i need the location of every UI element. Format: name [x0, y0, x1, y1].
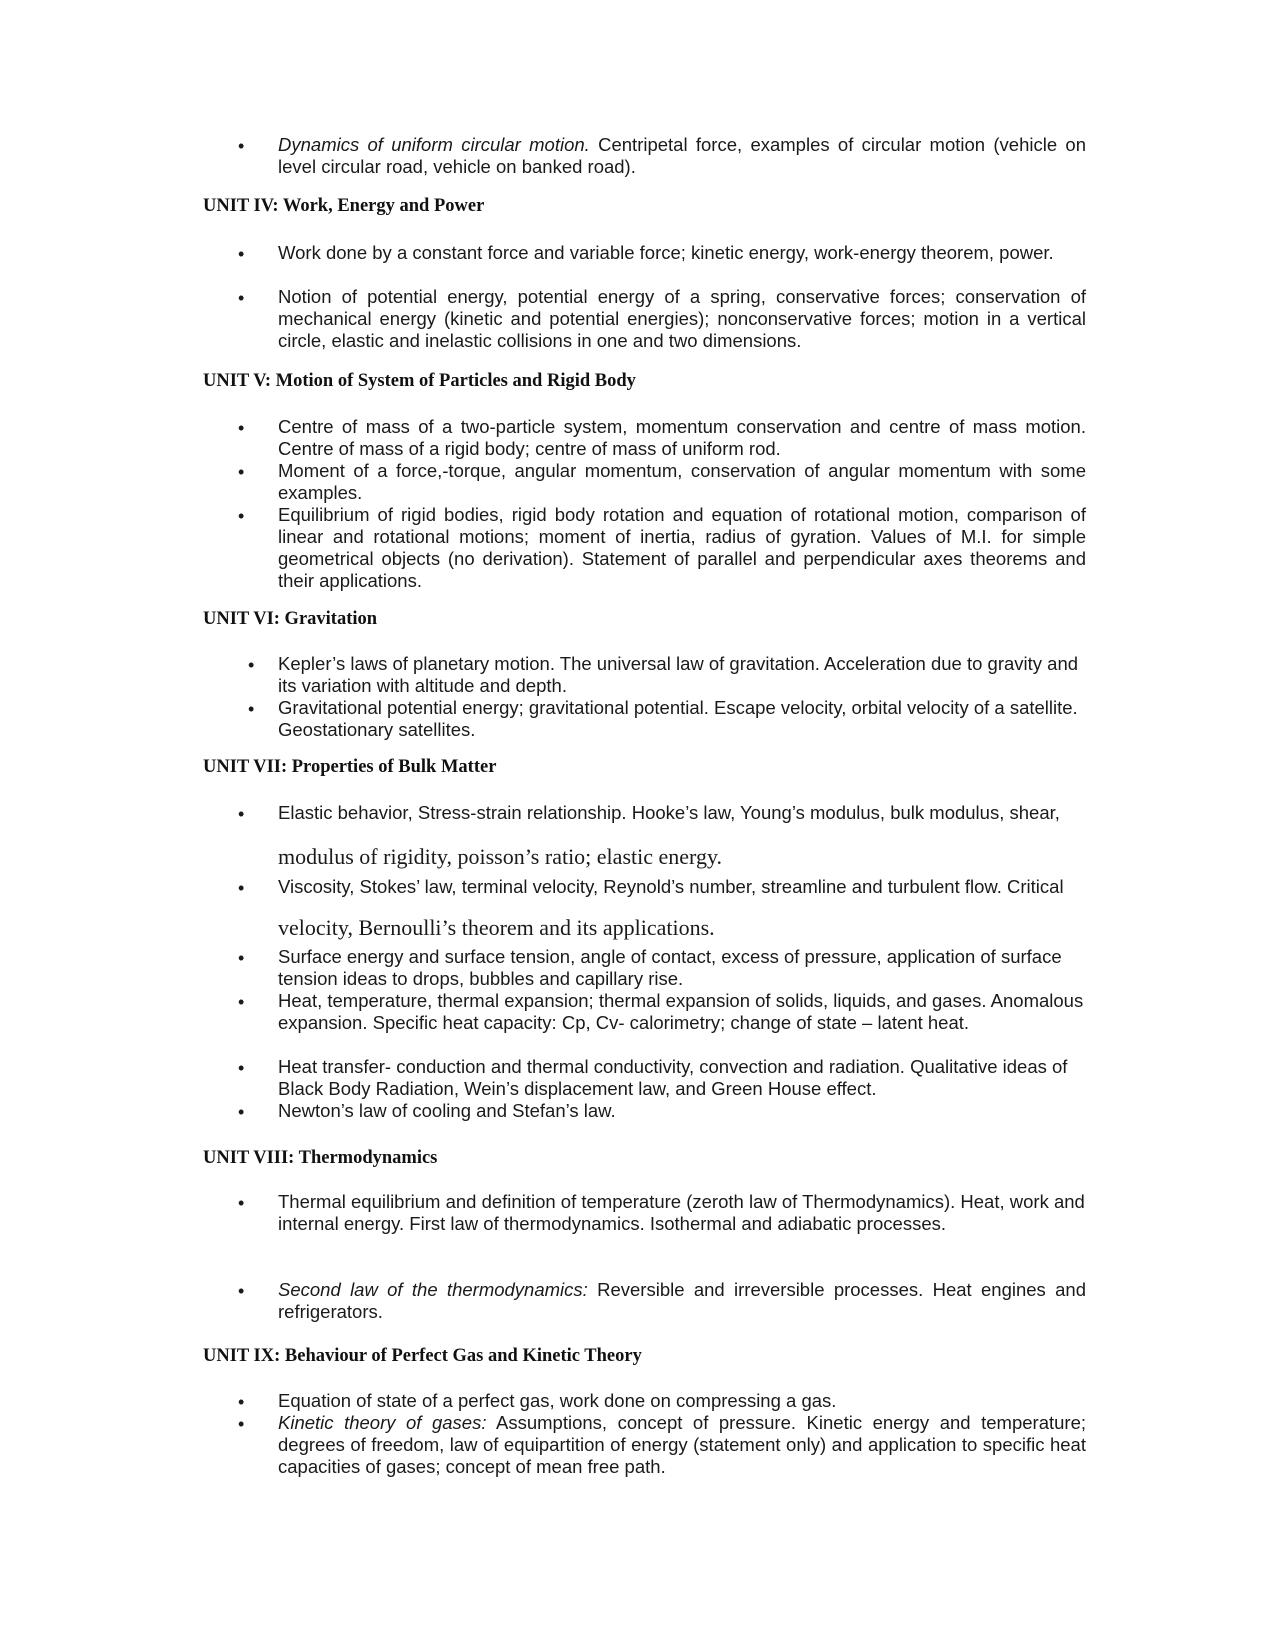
bullet-marker: •: [238, 1414, 245, 1434]
list-item: Notion of potential energy, potential energy of a spring, conservative forces; conservation of mechanical energy (kinetic and potential energies); nonconservative forces; motion in a vertical circle, elastic and inelastic collisions in one and two dimensions.: [278, 286, 1086, 351]
bullet-marker: •: [238, 1392, 245, 1412]
list-item: Heat transfer- conduction and thermal conductivity, convection and radiation. Qualitative ideas of Black Body Radiation, Wein’s displacement law, and Green House effect.: [278, 1056, 1068, 1099]
list-item: [278, 134, 1086, 178]
topic-italic: Dynamics of uniform circular motion.: [278, 134, 590, 155]
list-item: Work done by a constant force and variable force; kinetic energy, work-energy theorem, power.: [278, 242, 1054, 263]
bullet-marker: •: [238, 992, 245, 1012]
list-item: Kepler’s laws of planetary motion. The universal law of gravitation. Acceleration due to gravity and its variation with altitude and depth.: [278, 653, 1079, 696]
bullet-marker: •: [238, 288, 245, 308]
list-item: Equilibrium of rigid bodies, rigid body rotation and equation of rotational motion, comparison of linear and rotational motions; moment of inertia, radius of gyration. Values of M.I. for simple geometrical objects (no derivation). Statement of parallel and perpendicular axes theorems and their applications.: [278, 504, 1086, 591]
bullet-marker: •: [248, 699, 255, 719]
list-item: Thermal equilibrium and definition of temperature (zeroth law of Thermodynamics). Heat, work and internal energy. First law of thermodynamics. Isothermal and adiabatic processes.: [278, 1191, 1085, 1234]
list-item: [278, 1279, 1086, 1323]
list-item: Equation of state of a perfect gas, work done on compressing a gas.: [278, 1390, 837, 1411]
bullet-marker: •: [238, 1102, 245, 1122]
list-item: Heat, temperature, thermal expansion; thermal expansion of solids, liquids, and gases. Anomalous expansion. Specific heat capacity: Cp, Cv- calorimetry; change of state – latent heat.: [278, 990, 1084, 1033]
topic-italic: Second law of the thermodynamics:: [278, 1279, 588, 1300]
unit-iv-heading: UNIT IV: Work, Energy and Power: [203, 196, 485, 216]
list-item-continuation: modulus of rigidity, poisson’s ratio; elastic energy.: [278, 844, 723, 869]
list-item: Surface energy and surface tension, angle of contact, excess of pressure, application of surface tension ideas to drops, bubbles and capillary rise.: [278, 946, 1062, 989]
bullet-marker: •: [238, 878, 245, 898]
bullet-marker: •: [238, 1193, 245, 1213]
unit-vii-heading: UNIT VII: Properties of Bulk Matter: [203, 757, 497, 777]
bullet-marker: •: [238, 1058, 245, 1078]
bullet-marker: •: [238, 804, 245, 824]
list-item: [278, 1412, 1086, 1478]
list-item: Viscosity, Stokes’ law, terminal velocity, Reynold’s number, streamline and turbulent flow. Critical: [278, 876, 1064, 897]
bullet-marker: •: [238, 418, 245, 438]
bullet-marker: •: [238, 244, 245, 264]
bullet-marker: •: [248, 655, 255, 675]
topic-text: Assumptions, concept of pressure. Kinetic energy and temperature; degrees of freedom, law of equipartition of energy (statement only) and application to specific heat capacities of gases; concept of mean free path.: [278, 1412, 1086, 1477]
unit-vi-heading: UNIT VI: Gravitation: [203, 609, 378, 629]
bullet-marker: •: [238, 506, 245, 526]
bullet-marker: •: [238, 136, 245, 156]
list-item: Gravitational potential energy; gravitational potential. Escape velocity, orbital velocity of a satellite. Geostationary satellites.: [278, 697, 1078, 740]
topic-text: Centripetal force, examples of circular motion (vehicle on level circular road, vehicle on banked road).: [278, 134, 1087, 177]
list-item: Newton’s law of cooling and Stefan’s law.: [278, 1100, 616, 1121]
topic-text: Reversible and irreversible processes. Heat engines and refrigerators.: [278, 1279, 1086, 1322]
topic-italic: Kinetic theory of gases:: [278, 1412, 487, 1433]
list-item-continuation: velocity, Bernoulli’s theorem and its applications.: [278, 915, 715, 940]
bullet-marker: •: [238, 462, 245, 482]
list-item: Centre of mass of a two-particle system, momentum conservation and centre of mass motion. Centre of mass of a rigid body; centre of mass of uniform rod.: [278, 416, 1086, 459]
list-item: Elastic behavior, Stress-strain relationship. Hooke’s law, Young’s modulus, bulk modulus, shear,: [278, 802, 1060, 823]
unit-ix-heading: UNIT IX: Behaviour of Perfect Gas and Kinetic Theory: [203, 1346, 642, 1366]
bullet-marker: •: [238, 1281, 245, 1301]
unit-viii-heading: UNIT VIII: Thermodynamics: [203, 1148, 438, 1168]
list-item: Moment of a force,-torque, angular momentum, conservation of angular momentum with some examples.: [278, 460, 1086, 503]
bullet-marker: •: [238, 948, 245, 968]
unit-v-heading: UNIT V: Motion of System of Particles and Rigid Body: [203, 371, 636, 391]
